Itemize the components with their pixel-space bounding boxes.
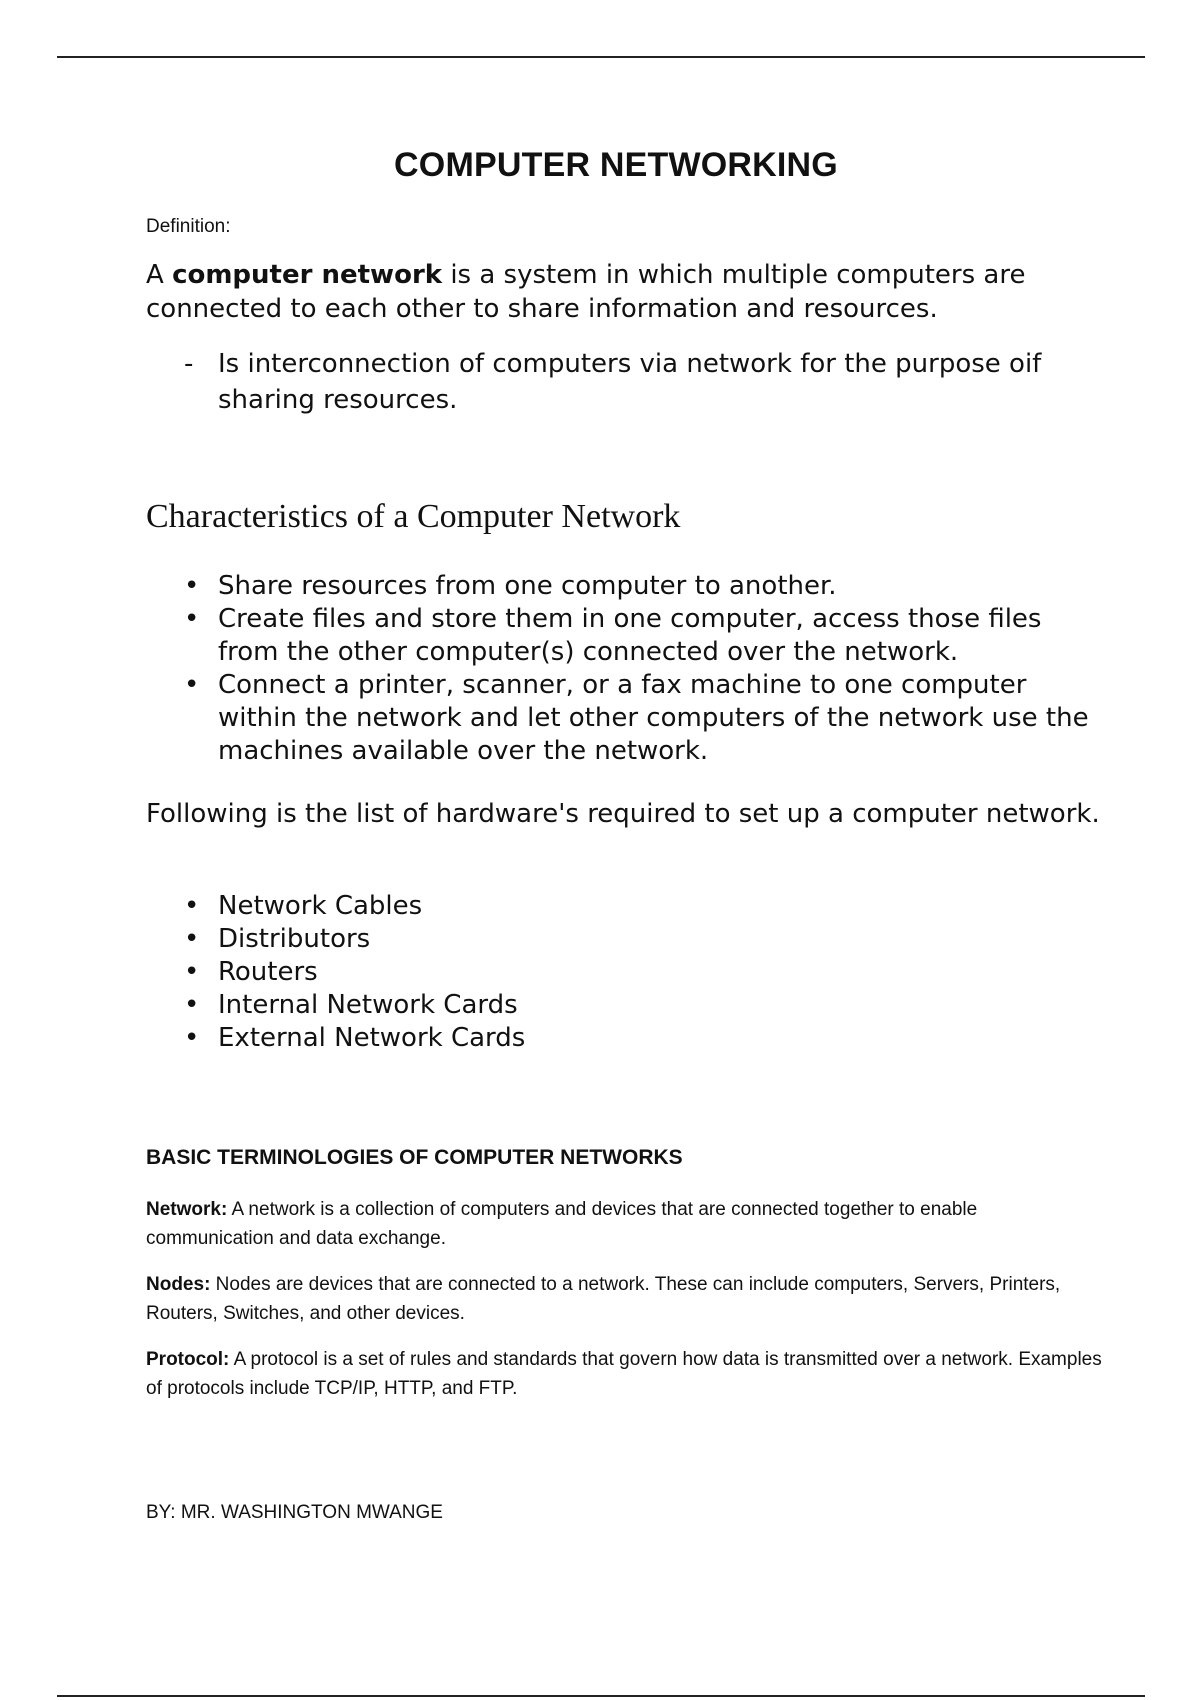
bullet-icon: • bbox=[184, 571, 200, 601]
term-label: Nodes: bbox=[146, 1274, 211, 1295]
top-rule bbox=[57, 56, 1145, 58]
bullet-icon: • bbox=[184, 670, 200, 700]
bullet-icon: • bbox=[184, 891, 200, 921]
dash-marker: - bbox=[184, 349, 194, 379]
term-nodes bbox=[146, 1270, 1106, 1328]
definition-text bbox=[146, 258, 1106, 326]
list-item bbox=[184, 890, 1104, 923]
term-label: Network: bbox=[146, 1199, 228, 1220]
bullet-icon: • bbox=[184, 924, 200, 954]
bullet-icon: • bbox=[184, 957, 200, 987]
bottom-rule bbox=[57, 1695, 1145, 1697]
term-label: Protocol: bbox=[146, 1349, 230, 1370]
term-network bbox=[146, 1195, 1106, 1253]
list-item bbox=[184, 669, 1104, 768]
characteristics-list bbox=[184, 570, 1104, 768]
term-definition: A protocol is a set of rules and standards that govern how data is transmitted over a network. Examples of protocols include TCP/IP, HTTP, and FTP. bbox=[146, 1349, 1102, 1399]
list-item-text: External Network Cards bbox=[218, 1023, 526, 1053]
bullet-icon: • bbox=[184, 604, 200, 634]
list-item bbox=[184, 1022, 1104, 1055]
list-item bbox=[184, 603, 1104, 669]
term-protocol bbox=[146, 1345, 1106, 1403]
list-item-text: Distributors bbox=[218, 924, 371, 954]
dash-item-text: Is interconnection of computers via network for the purpose oif sharing resources. bbox=[218, 349, 1042, 415]
hardware-list bbox=[184, 890, 1104, 1055]
dash-list-item bbox=[184, 346, 1104, 418]
list-item-text: Internal Network Cards bbox=[218, 990, 518, 1020]
list-item bbox=[184, 923, 1104, 956]
definition-rest: is a system in which multiple computers are connected to each other to share information and resources. bbox=[146, 260, 1026, 324]
definition-term: computer network bbox=[172, 260, 443, 290]
list-item-text: Connect a printer, scanner, or a fax machine to one computer within the network and let other computers of the network use the machines available over the network. bbox=[218, 670, 1089, 766]
definition-label: Definition: bbox=[146, 216, 231, 237]
list-item-text: Routers bbox=[218, 957, 318, 987]
list-item bbox=[184, 570, 1104, 603]
list-item-text: Share resources from one computer to another. bbox=[218, 571, 837, 601]
list-item-text: Network Cables bbox=[218, 891, 423, 921]
characteristics-heading: Characteristics of a Computer Network bbox=[146, 498, 681, 535]
term-definition: A network is a collection of computers and devices that are connected together to enable communication and data exchange. bbox=[146, 1199, 978, 1249]
bullet-icon: • bbox=[184, 1023, 200, 1053]
list-item bbox=[184, 989, 1104, 1022]
bullet-icon: • bbox=[184, 990, 200, 1020]
author-line: BY: MR. WASHINGTON MWANGE bbox=[146, 1502, 443, 1523]
hardware-intro: Following is the list of hardware's required to set up a computer network. bbox=[146, 799, 1100, 829]
terminologies-heading: BASIC TERMINOLOGIES OF COMPUTER NETWORKS bbox=[146, 1146, 683, 1169]
list-item-text: Create files and store them in one computer, access those files from the other computer(s) connected over the network. bbox=[218, 604, 1042, 667]
definition-prefix: A bbox=[146, 260, 173, 290]
term-definition: Nodes are devices that are connected to a network. These can include computers, Servers, Printers, Routers, Switches, and other devices. bbox=[146, 1274, 1061, 1324]
page-title: COMPUTER NETWORKING bbox=[394, 146, 838, 184]
list-item bbox=[184, 956, 1104, 989]
